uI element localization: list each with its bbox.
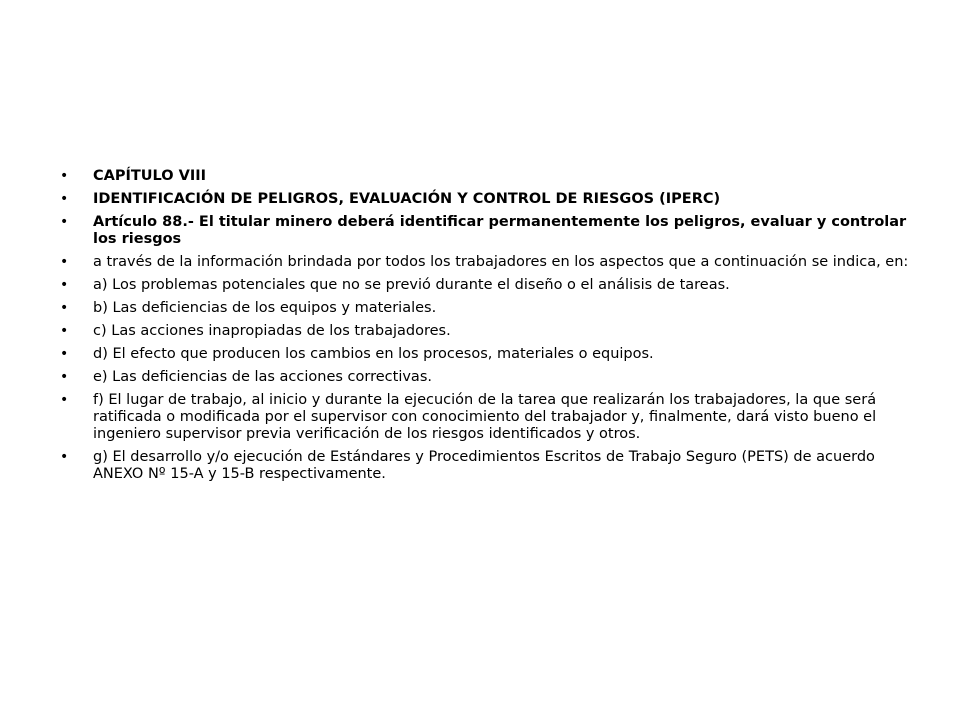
- bullet-item-c: [60, 323, 910, 340]
- bullet-text: b) Las deficiencias de los equipos y materiales.: [93, 300, 437, 316]
- bullet-text: g) El desarrollo y/o ejecución de Estándares y Procedimientos Escritos de Trabajo Seguro (PETS) de acuerdo ANEXO Nº 15-A y 15-B respectivamente.: [93, 449, 875, 482]
- bullet-text: IDENTIFICACIÓN DE PELIGROS, EVALUACIÓN Y CONTROL DE RIESGOS (IPERC): [93, 191, 721, 207]
- bullet-item-intro: [60, 254, 910, 271]
- bullet-text: c) Las acciones inapropiadas de los trabajadores.: [93, 323, 451, 339]
- bullet-dot-icon: •: [60, 191, 69, 207]
- bullet-text: a través de la información brindada por todos los trabajadores en los aspectos que a continuación se indica, en:: [93, 254, 909, 270]
- bullet-item-b: [60, 300, 910, 317]
- bullet-text: Artículo 88.- El titular minero deberá identificar permanentemente los peligros, evaluar y controlar los riesgos: [93, 214, 907, 247]
- bullet-dot-icon: •: [60, 449, 69, 465]
- bullet-dot-icon: •: [60, 214, 69, 230]
- bullet-text: CAPÍTULO VIII: [93, 168, 207, 184]
- bullet-dot-icon: •: [60, 254, 69, 270]
- bullet-item-d: [60, 346, 910, 363]
- bullet-text: f) El lugar de trabajo, al inicio y durante la ejecución de la tarea que realizarán los trabajadores, la que será ratificada o modificada por el supervisor con conocimiento del trabajador y, finalmente, dará visto bueno el ingeniero supervisor previa verificación de los riesgos identificados y otros.: [93, 392, 877, 442]
- bullet-text: a) Los problemas potenciales que no se previó durante el diseño o el análisis de tareas.: [93, 277, 730, 293]
- bullet-item-chapter: [60, 168, 910, 185]
- bullet-list: [60, 168, 910, 489]
- bullet-text: e) Las deficiencias de las acciones correctivas.: [93, 369, 432, 385]
- bullet-dot-icon: •: [60, 346, 69, 362]
- bullet-dot-icon: •: [60, 369, 69, 385]
- bullet-item-article: [60, 214, 910, 248]
- bullet-item-f: [60, 392, 910, 443]
- bullet-dot-icon: •: [60, 168, 69, 184]
- bullet-item-g: [60, 449, 910, 483]
- bullet-text: d) El efecto que producen los cambios en los procesos, materiales o equipos.: [93, 346, 654, 362]
- bullet-item-e: [60, 369, 910, 386]
- bullet-dot-icon: •: [60, 300, 69, 316]
- bullet-item-a: [60, 277, 910, 294]
- bullet-dot-icon: •: [60, 277, 69, 293]
- bullet-dot-icon: •: [60, 392, 69, 408]
- bullet-item-section-title: [60, 191, 910, 208]
- bullet-dot-icon: •: [60, 323, 69, 339]
